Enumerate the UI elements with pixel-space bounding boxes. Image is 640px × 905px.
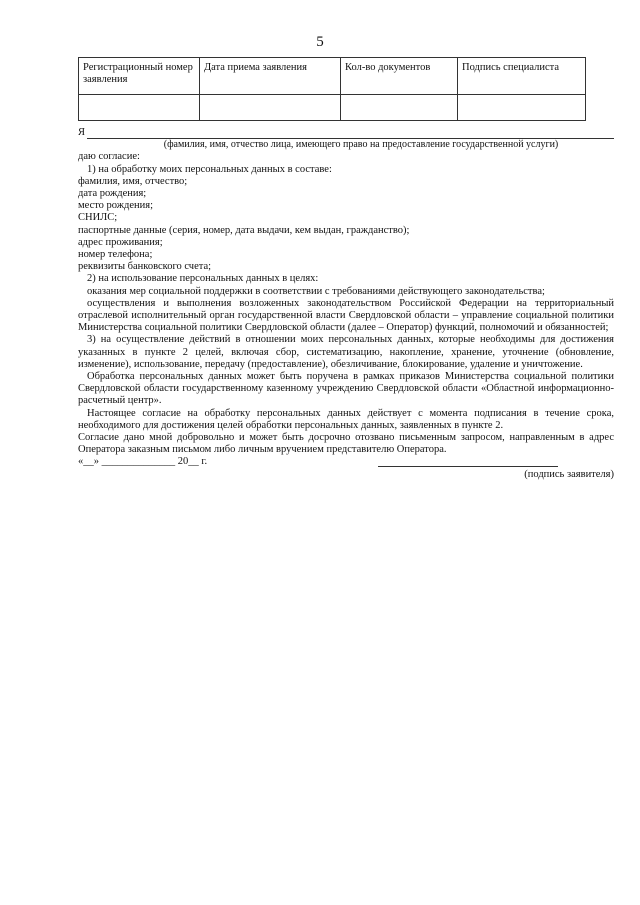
purpose-2: осуществления и выполнения возложенных законодательством Российской Федерации на территориальный отраслевой исполнительный орган государственной власти Свердловской области – управление социальной политики Министерства социальной политики Свердловской области (далее – Оператор) функций, полномочий и обязанностей; [78, 297, 614, 334]
signature-line[interactable] [378, 456, 558, 467]
ya-label: Я [78, 127, 86, 138]
data-item: реквизиты банковского счета; [78, 261, 212, 273]
validity-paragraph: Настоящее согласие на обработку персональных данных действует с момента подписания в течение срока, необходимого для достижения целей обработки персональных данных, заявленных в пункте 2. [78, 407, 614, 431]
item-1-title: 1) на обработку моих персональных данных в составе: [87, 163, 332, 175]
consent-body [78, 127, 614, 481]
table-row [79, 95, 586, 121]
header-application-date: Дата приема заявления [200, 58, 341, 95]
cell-specialist-signature[interactable] [458, 95, 586, 121]
consent-intro: даю согласие: [78, 151, 140, 163]
item-2-title: 2) на использование персональных данных в целях: [87, 273, 319, 285]
signature-caption: (подпись заявителя) [524, 468, 614, 480]
applicant-name-line [78, 127, 614, 139]
header-specialist-signature: Подпись специалиста [458, 58, 586, 95]
purpose-1: оказания мер социальной поддержки в соответствии с требованиями действующего законодательства; [87, 285, 545, 297]
applicant-name-field[interactable] [87, 128, 614, 139]
date-line[interactable]: «__» ______________ 20__ г. [78, 456, 208, 468]
cell-application-date[interactable] [200, 95, 341, 121]
cell-reg-number[interactable] [79, 95, 200, 121]
page-number: 5 [316, 34, 324, 50]
revoke-paragraph: Согласие дано мной добровольно и может быть досрочно отозвано письменным запросом, направленным в адрес Оператора заказным письмом либо личным вручением представителю Оператора. [78, 432, 614, 456]
table-header-row [79, 58, 586, 95]
header-reg-number: Регистрационный номер заявления [79, 58, 200, 95]
data-item: адрес проживания; [78, 236, 163, 248]
date-signature-row [78, 456, 614, 468]
data-item: фамилия, имя, отчество; [78, 175, 188, 187]
registration-table [78, 57, 586, 121]
name-caption: (фамилия, имя, отчество лица, имеющего право на предоставление государственной услуги) [163, 139, 559, 151]
data-item: дата рождения; [78, 188, 147, 200]
data-item: СНИЛС; [78, 212, 118, 224]
cell-doc-count[interactable] [341, 95, 458, 121]
data-item: номер телефона; [78, 249, 153, 261]
item-3: 3) на осуществление действий в отношении моих персональных данных, которые необходимы для достижения указанных в пункте 2 целей, включая сбор, систематизацию, накопление, хранение, уточнение (обновление, изменение), использование, передачу (предоставление), обезличивание, блокирование, удаление и уничтожение. [78, 334, 614, 370]
data-item: паспортные данные (серия, номер, дата выдачи, кем выдан, гражданство); [78, 224, 410, 236]
header-doc-count: Кол-во документов [341, 58, 458, 95]
data-item: место рождения; [78, 200, 154, 212]
processing-paragraph: Обработка персональных данных может быть поручена в рамках приказов Министерства социальной политики Свердловской области государственному казенному учреждению Свердловской области «Областной информационно-расчетный центр». [78, 371, 614, 407]
